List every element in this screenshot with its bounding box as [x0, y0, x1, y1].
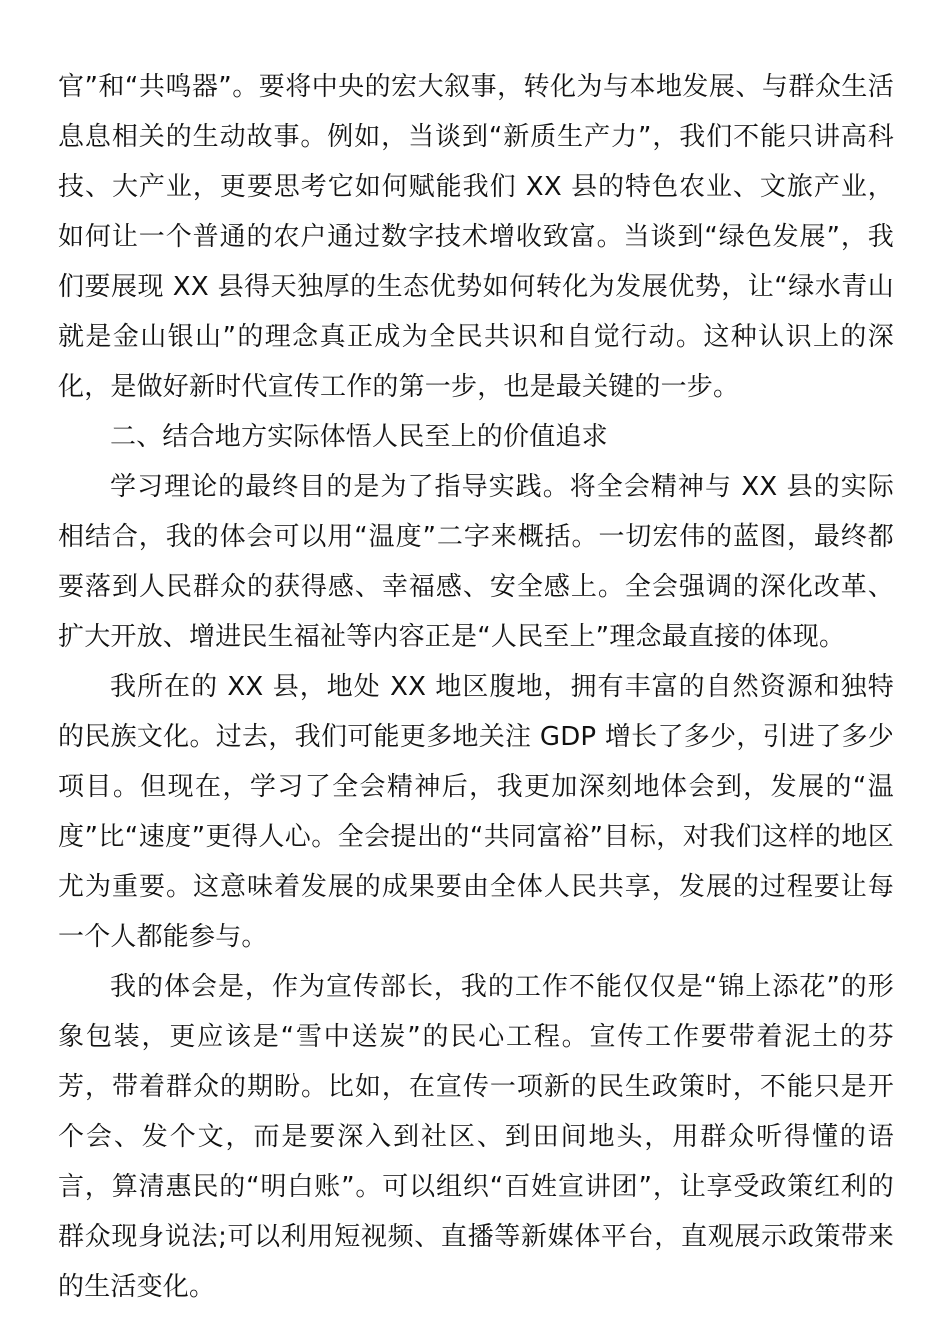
document-body: [58, 62, 894, 1312]
paragraph-theory-practice: 学习理论的最终目的是为了指导实践。将全会精神与 XX 县的实际相结合，我的体会可以用“温度”二字来概括。一切宏伟的蓝图，最终都要落到人民群众的获得感、幸福感、安全感上。全会强调的深化改革、扩大开放、增进民生福祉等内容正是“人民至上”理念最直接的体现。: [58, 472, 894, 652]
section-heading-2: 二、结合地方实际体悟人民至上的价值追求: [110, 422, 608, 452]
paragraph-propaganda-work: 我的体会是，作为宣传部长，我的工作不能仅仅是“锦上添花”的形象包装，更应该是“雪中送炭”的民心工程。宣传工作要带着泥土的芬芳，带着群众的期盼。比如，在宣传一项新的民生政策时，不能只是开个会、发个文，而是要深入到社区、到田间地头，用群众听得懂的语言，算清惠民的“明白账”。可以组织“百姓宣讲团”，让享受政策红利的群众现身说法;可以利用短视频、直播等新媒体平台，直观展示政策带来的生活变化。: [58, 972, 894, 1302]
paragraph-county-context: 我所在的 XX 县，地处 XX 地区腹地，拥有丰富的自然资源和独特的民族文化。过去，我们可能更多地关注 GDP 增长了多少，引进了多少项目。但现在，学习了全会精神后，我更加深刻地体会到，发展的“温度”比“速度”更得人心。全会提出的“共同富裕”目标，对我们这样的地区尤为重要。这意味着发展的成果要由全体人民共享，发展的过程要让每一个人都能参与。: [58, 672, 894, 952]
paragraph-continuation: 官”和“共鸣器”。要将中央的宏大叙事，转化为与本地发展、与群众生活息息相关的生动故事。例如，当谈到“新质生产力”，我们不能只讲高科技、大产业，更要思考它如何赋能我们 XX 县的特色农业、文旅产业，如何让一个普通的农户通过数字技术增收致富。当谈到“绿色发展”，我们要展现 XX 县得天独厚的生态优势如何转化为发展优势，让“绿水青山就是金山银山”的理念真正成为全民共识和自觉行动。这种认识上的深化，是做好新时代宣传工作的第一步，也是最关键的一步。: [58, 72, 894, 402]
